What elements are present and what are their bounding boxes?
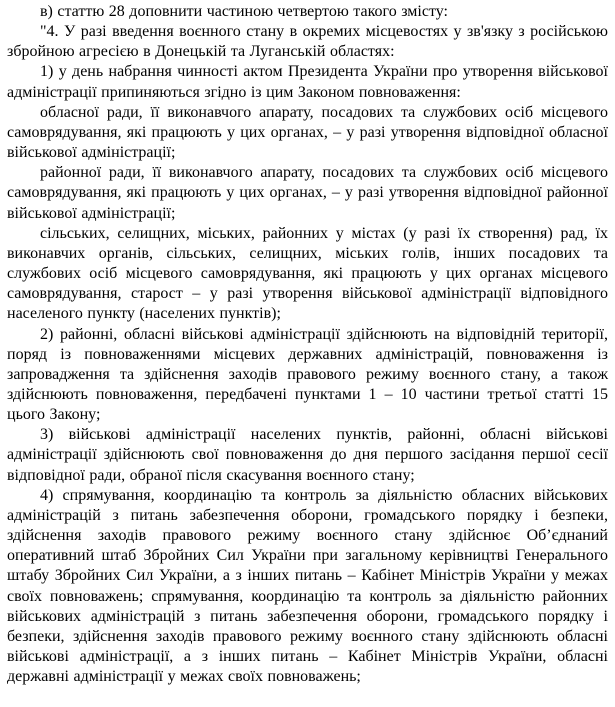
paragraph-item1-oblast: обласної ради, її виконавчого апарату, посадових та службових осіб місцевого самоврядування, які працюють у цих органах, – у разі утворення відповідної обласної військової адміністрації;: [7, 103, 608, 162]
paragraph-item1-lead: 1) у день набрання чинності актом Президента України про утворення військової адміністрації припиняються згідно із цим Законом повноваження:: [7, 63, 608, 101]
paragraph-part4-lead: "4. У разі введення воєнного стану в окремих місцевостях у зв'язку з російською збройною агресією в Донецькій та Луганській областях:: [7, 23, 608, 61]
paragraph-item1-local: сільських, селищних, міських, районних у містах (у разі їх створення) рад, їх виконавчих органів, сільських, селищних, міських голів, інших посадових та службових осіб місцевого самоврядування, які працюють у цих органах місцевого самоврядування, старост – у разі утворення військової адміністрації відповідного населеного пункту (населених пунктів);: [7, 224, 608, 323]
paragraph-item3: 3) військові адміністрації населених пунктів, районні, обласні військові адміністрації здійснюють свої повноваження до дня першого засідання першої сесії відповідної ради, обраної після скасування воєнного стану;: [7, 426, 608, 484]
paragraph-item4: 4) спрямування, координацію та контроль за діяльністю обласних військових адміністрацій з питань забезпечення оборони, громадського порядку і безпеки, здійснення заходів правового режиму воєнного стану здійснює Об’єднаний оперативний штаб Збройних Сил України при загальному керівництві Генерального штабу Збройних Сил України, а з інших питань – Кабінет Міністрів України у межах своїх повноважень; спрямування, координацію та контроль за діяльністю районних військових адміністрацій з питань забезпечення оборони, громадського порядку і безпеки, здійснення заходів правового режиму воєнного стану здійснюють обласні військові адміністрації, а з інших питань – Кабінет Міністрів України, обласні державні адміністрації у межах своїх повноважень;: [7, 486, 608, 686]
paragraph-intro: в) статтю 28 доповнити частиною четвертою такого змісту:: [40, 3, 448, 20]
paragraph-item1-raion: районної ради, її виконавчого апарату, посадових та службових осіб місцевого самоврядування, які працюють у цих органах, – у разі утворення відповідної районної військової адміністрації;: [7, 164, 608, 222]
paragraph-item2: 2) районні, обласні військові адміністрації здійснюють на відповідній території, поряд із повноваженнями місцевих державних адміністрацій, повноваження із запровадження та здійснення заходів правового режиму воєнного стану, а також здійснюють повноваження, передбачені пунктами 1 – 10 частини третьої статті 15 цього Закону;: [7, 325, 608, 424]
